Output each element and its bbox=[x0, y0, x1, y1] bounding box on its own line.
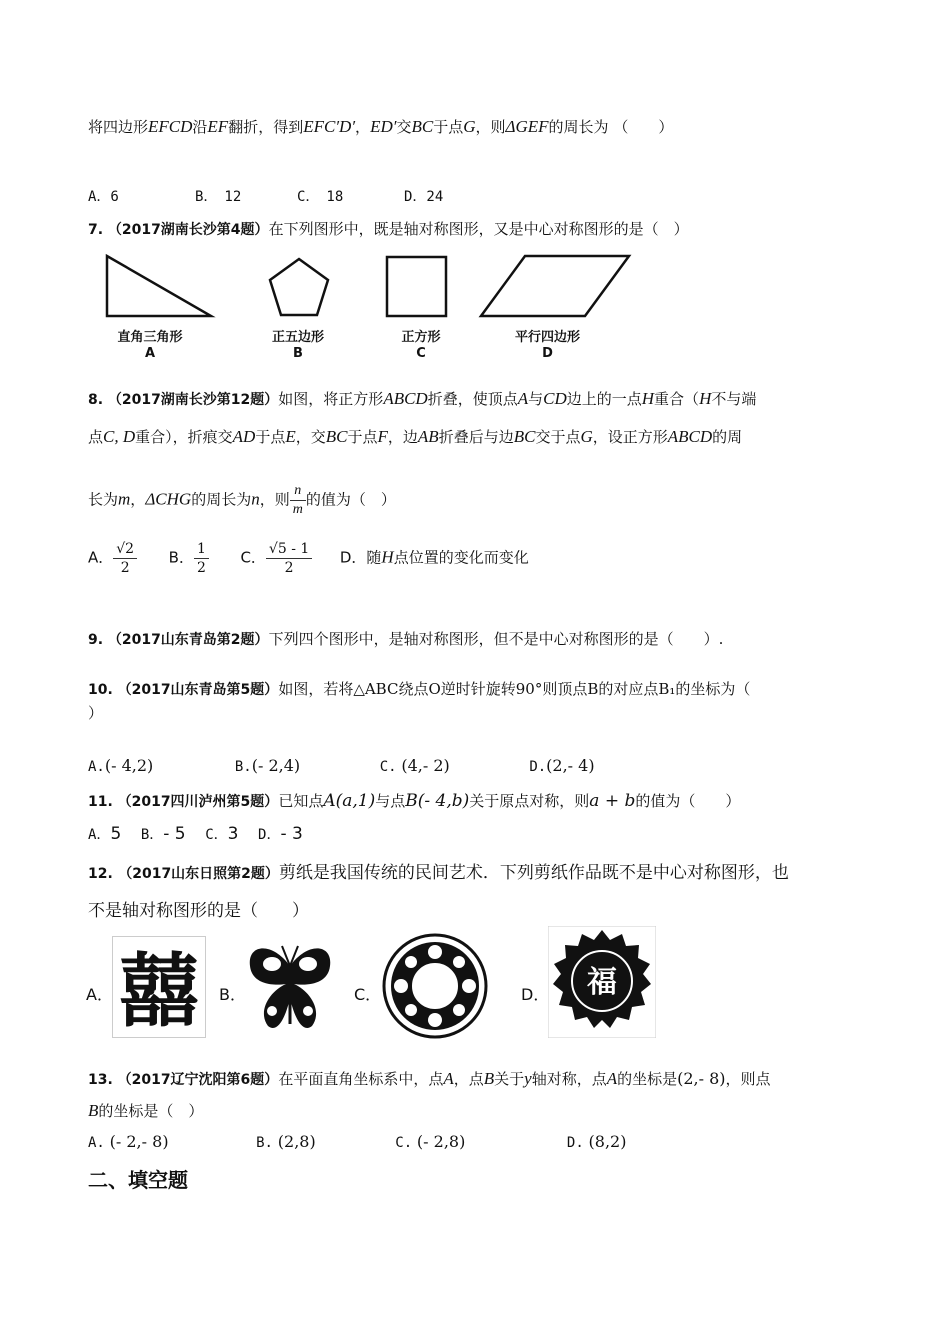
caption-letter: A bbox=[144, 346, 156, 361]
section-heading: 二、填空题 bbox=[88, 1168, 188, 1192]
q8-line-1 bbox=[88, 388, 756, 409]
denominator: m bbox=[292, 502, 303, 517]
option-value: (2,- 4) bbox=[546, 756, 595, 775]
text: 折叠，使顶点 bbox=[427, 390, 518, 408]
numerator: 1 bbox=[194, 540, 209, 559]
pentagon-figure bbox=[270, 259, 328, 315]
q6-option-d: D．24 bbox=[404, 189, 444, 205]
q13-options bbox=[88, 1132, 626, 1151]
option-b-fraction bbox=[194, 540, 209, 577]
math: H bbox=[641, 389, 655, 408]
math: n bbox=[251, 489, 260, 509]
question-number: 12. bbox=[88, 866, 113, 882]
option-value: (- 4,2) bbox=[104, 756, 154, 775]
text: 的坐标是（ ） bbox=[98, 1102, 204, 1120]
text: 交 bbox=[396, 118, 412, 136]
math: F bbox=[377, 427, 388, 446]
q13-line-1 bbox=[88, 1068, 771, 1089]
parallelogram-figure bbox=[481, 256, 629, 316]
math: A bbox=[606, 1069, 618, 1088]
text: 长为 bbox=[88, 490, 119, 509]
question-source: （2017湖南长沙第4题） bbox=[107, 222, 269, 238]
question-text: 下列四个图形中，是轴对称图形，但不是中心对称图形的是（ ）. bbox=[268, 630, 724, 648]
caption-letter: C bbox=[416, 346, 426, 361]
q9-line bbox=[88, 628, 723, 649]
math: BC bbox=[513, 427, 536, 446]
paper-cut-label-a: A． bbox=[86, 985, 113, 1004]
math: ABCD bbox=[383, 389, 428, 408]
math: y bbox=[524, 1069, 532, 1088]
figure-caption-d bbox=[500, 330, 595, 362]
paper-cut-label-b: B． bbox=[219, 985, 246, 1004]
figure-caption-c bbox=[376, 330, 466, 362]
question-number: 8. bbox=[88, 392, 104, 408]
question-source: （2017湖南长沙第12题） bbox=[107, 392, 279, 408]
medallion-char: 福 bbox=[587, 965, 617, 1000]
text: 点 bbox=[88, 428, 104, 446]
math: C, D bbox=[103, 427, 136, 446]
q13-line-2 bbox=[88, 1100, 203, 1121]
math: A(a,1) bbox=[323, 791, 376, 811]
math: H bbox=[699, 389, 712, 408]
fraction-n-over-m bbox=[290, 482, 306, 519]
text: ，则 bbox=[475, 118, 506, 136]
math: B bbox=[88, 1101, 99, 1120]
sun-medallion-papercut-icon bbox=[548, 926, 656, 1038]
option-value: (2,8) bbox=[277, 1132, 316, 1151]
text: 不与端 bbox=[711, 390, 757, 408]
option-label: D． bbox=[258, 827, 281, 843]
q7-figures bbox=[95, 250, 655, 322]
math: A bbox=[443, 1069, 454, 1088]
text: 关于原点对称，则 bbox=[469, 792, 590, 810]
q10-options bbox=[88, 756, 595, 775]
option-label: D. bbox=[566, 1135, 584, 1151]
text: 的值为（ ） bbox=[305, 490, 396, 509]
question-text: 剪纸是我国传统的民间艺术．下列剪纸作品既不是中心对称图形，也 bbox=[278, 863, 789, 883]
text: 的值为（ ） bbox=[635, 792, 741, 810]
caption-name: 正方形 bbox=[401, 330, 441, 345]
text: 在平面直角坐标系中，点 bbox=[278, 1070, 444, 1088]
math: AD bbox=[232, 427, 256, 446]
q12-line-cont: 不是轴对称图形的是（ ） bbox=[88, 901, 309, 921]
math: B bbox=[483, 1069, 495, 1088]
text: 已知点 bbox=[278, 792, 324, 810]
question-text: 在下列图形中，既是轴对称图形，又是中心对称图形的是（ ） bbox=[268, 220, 689, 238]
option-value: 3 bbox=[227, 824, 239, 844]
math: ABCD bbox=[667, 427, 713, 446]
denominator: 2 bbox=[284, 560, 294, 576]
figure-caption-a bbox=[105, 330, 195, 362]
text: 点位置的变化而变化 bbox=[393, 548, 529, 567]
math: CD bbox=[543, 389, 567, 408]
math: G bbox=[580, 427, 593, 446]
math: a + b bbox=[589, 791, 636, 811]
numerator: √2 bbox=[113, 540, 137, 559]
option-label: D．随 bbox=[339, 548, 382, 567]
caption-letter: D bbox=[542, 346, 553, 361]
text: 将四边形 bbox=[88, 118, 149, 136]
option-label: C． bbox=[205, 827, 228, 843]
text: ， bbox=[355, 118, 371, 136]
text: ，则点 bbox=[725, 1070, 771, 1088]
text: ，边 bbox=[387, 428, 418, 446]
text: 重合），折痕交 bbox=[135, 428, 233, 446]
option-value: (4,- 2) bbox=[401, 756, 450, 775]
math: BC bbox=[411, 117, 434, 136]
right-triangle-figure bbox=[107, 256, 211, 316]
question-source: （2017山东青岛第5题） bbox=[117, 682, 279, 698]
q8-line-2 bbox=[88, 426, 742, 447]
text: 交于点 bbox=[535, 428, 581, 446]
q8-options bbox=[88, 540, 529, 577]
text: ，则 bbox=[259, 490, 290, 509]
paper-cut-label-d: D． bbox=[521, 985, 550, 1004]
option-label: B. bbox=[234, 759, 252, 775]
math: EF bbox=[207, 117, 229, 136]
question-number: 13. bbox=[88, 1072, 113, 1088]
math: A bbox=[517, 389, 529, 408]
numerator: n bbox=[290, 482, 306, 501]
question-number: 7. bbox=[88, 222, 104, 238]
text: 的周长为 bbox=[191, 490, 252, 509]
math: ΔCHG bbox=[145, 489, 192, 509]
math: ED′ bbox=[370, 117, 397, 136]
text: 折叠后与边 bbox=[438, 428, 514, 446]
text: 的坐标是 bbox=[617, 1070, 678, 1088]
q7-line bbox=[88, 218, 689, 239]
question-number: 10. bbox=[88, 682, 113, 698]
text: 轴对称，点 bbox=[531, 1070, 607, 1088]
option-label: A． bbox=[88, 827, 111, 843]
option-value: 5 bbox=[110, 824, 122, 844]
q6-option-a: A．6 bbox=[88, 189, 119, 205]
caption-letter: B bbox=[293, 346, 303, 361]
option-label: A. bbox=[88, 1135, 105, 1151]
text: 于点 bbox=[255, 428, 286, 446]
question-number: 11. bbox=[88, 794, 113, 810]
option-a-fraction bbox=[113, 540, 137, 577]
text: ，设正方形 bbox=[592, 428, 668, 446]
square-figure bbox=[387, 257, 446, 316]
text: 与 bbox=[528, 390, 544, 408]
question-source: （2017四川泸州第5题） bbox=[117, 794, 279, 810]
denominator: 2 bbox=[120, 560, 130, 576]
q6-option-c: C． 18 bbox=[297, 189, 344, 205]
option-label: D. bbox=[529, 759, 547, 775]
option-c-fraction bbox=[266, 540, 312, 577]
option-value: - 3 bbox=[280, 824, 303, 844]
option-label: C. bbox=[395, 1135, 413, 1151]
math: G bbox=[463, 117, 476, 136]
text: 翻折，得到 bbox=[228, 118, 304, 136]
text: 于点 bbox=[433, 118, 464, 136]
option-value: (8,2) bbox=[588, 1132, 627, 1151]
math: H bbox=[381, 547, 394, 567]
question-source: （2017辽宁沈阳第6题） bbox=[117, 1072, 279, 1088]
text: 与点 bbox=[375, 792, 406, 810]
text: ，交 bbox=[295, 428, 326, 446]
q11-options bbox=[88, 824, 303, 844]
denominator: 2 bbox=[196, 560, 206, 576]
numerator: √5 - 1 bbox=[266, 540, 312, 559]
text: 关于 bbox=[494, 1070, 525, 1088]
math: B(- 4,b) bbox=[405, 791, 470, 811]
question-source: （2017山东日照第2题） bbox=[118, 866, 279, 882]
text: 沿 bbox=[192, 118, 208, 136]
double-happiness-icon bbox=[113, 937, 205, 1037]
double-happiness-papercut bbox=[112, 936, 206, 1038]
math: AB bbox=[417, 427, 439, 446]
text: 的周 bbox=[712, 428, 743, 446]
option-value: (- 2,8) bbox=[416, 1132, 466, 1151]
question-text: 如图，若将△ABC绕点O逆时针旋转90°则顶点B的对应点B₁的坐标为（ bbox=[278, 680, 751, 698]
math: ΔGEF bbox=[505, 117, 549, 136]
caption-name: 平行四边形 bbox=[514, 330, 580, 345]
option-label: A. bbox=[88, 759, 105, 775]
q12-line bbox=[88, 858, 789, 883]
math: EFC′D′ bbox=[303, 117, 356, 136]
q8-line-3 bbox=[88, 482, 396, 519]
option-label: C. bbox=[379, 759, 397, 775]
text: 如图，将正方形 bbox=[278, 390, 384, 408]
circular-flower-papercut-icon bbox=[380, 932, 490, 1040]
text: ，点 bbox=[453, 1070, 484, 1088]
option-label: B． bbox=[168, 548, 194, 567]
option-label: A． bbox=[88, 548, 114, 567]
caption-name: 直角三角形 bbox=[117, 330, 183, 345]
caption-name: 正五边形 bbox=[271, 330, 324, 345]
question-number: 9. bbox=[88, 632, 104, 648]
paper-cut-label-c: C． bbox=[354, 985, 382, 1004]
text: 的周长为 （ ） bbox=[548, 118, 674, 136]
option-label: C． bbox=[240, 548, 266, 567]
figure-caption-b bbox=[253, 330, 343, 362]
question-source: （2017山东青岛第2题） bbox=[107, 632, 269, 648]
text: 边上的一点 bbox=[566, 390, 642, 408]
math: BC bbox=[325, 427, 348, 446]
q6-line bbox=[88, 116, 673, 137]
q11-line bbox=[88, 790, 740, 811]
butterfly-papercut-icon bbox=[242, 936, 338, 1036]
q6-option-b: B． 12 bbox=[195, 189, 242, 205]
text: 于点 bbox=[347, 428, 378, 446]
text: 重合（ bbox=[654, 390, 700, 408]
option-value: - 5 bbox=[163, 824, 186, 844]
option-label: B． bbox=[140, 827, 164, 843]
option-value: (- 2,- 8) bbox=[109, 1132, 169, 1151]
option-value: (- 2,4) bbox=[251, 756, 301, 775]
q10-line-cont: ） bbox=[88, 704, 104, 722]
double-happiness-char: 囍 bbox=[119, 945, 199, 1037]
text: ， bbox=[130, 490, 146, 509]
option-label: B. bbox=[256, 1135, 273, 1151]
q10-line bbox=[88, 678, 750, 699]
math: m bbox=[118, 489, 131, 509]
math: E bbox=[285, 427, 296, 446]
math: EFCD bbox=[148, 117, 193, 136]
math: (2,- 8) bbox=[677, 1069, 726, 1088]
